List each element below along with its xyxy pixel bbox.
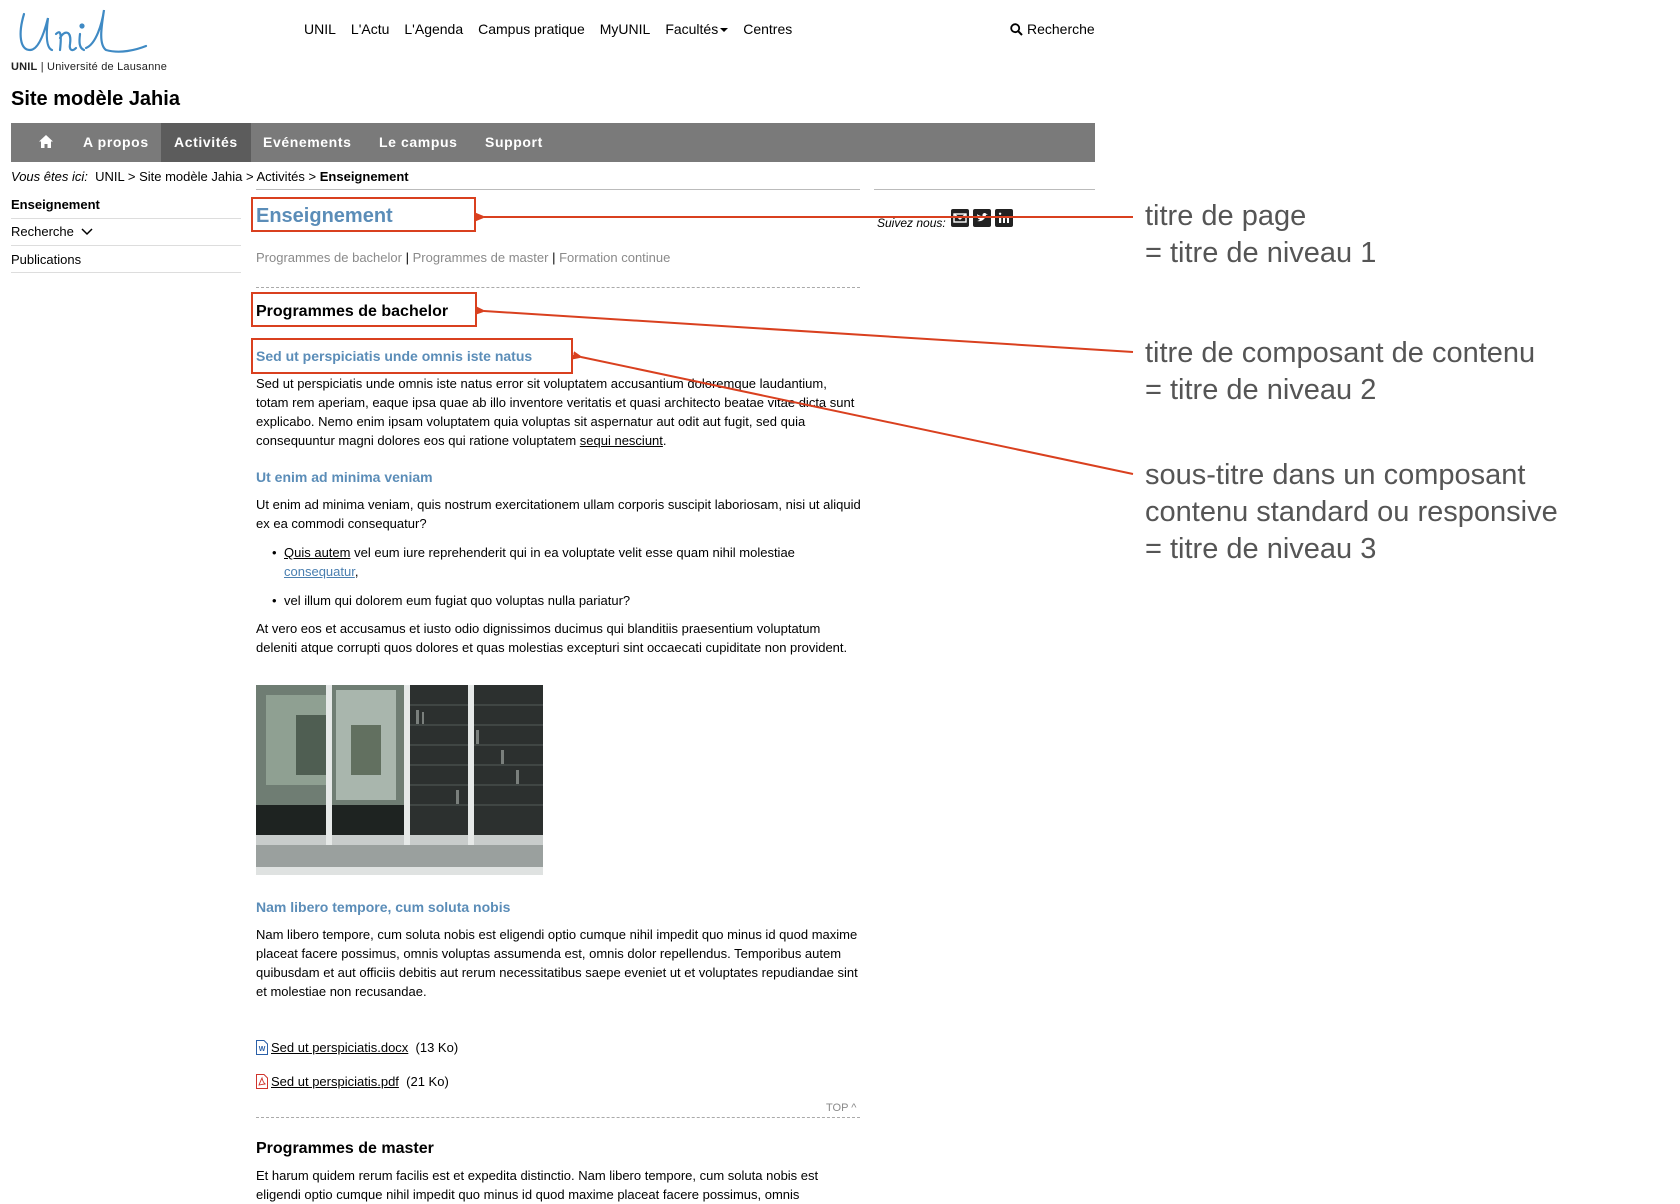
annotation-1-line1: titre de page [1145,200,1307,232]
paragraph-1-text: Sed ut perspiciatis unde omnis iste natus error sit voluptatem accusantium doloremque laudantium, totam rem aperiam, eaque ipsa quae ab illo inventore veritatis et quasi architecto beatae vitae dicta sunt explicabo. Nemo enim ipsam voluptatem quia voluptas sit aspernatur aut odit aut fugit, sed quia consequuntur magni dolores eos qui ratione voluptatem [256,376,855,448]
annotation-box-title [251,197,476,232]
mainnav-evenements[interactable]: Evénements [263,134,352,150]
section-divider [256,287,860,288]
annotation-3 [1145,457,1558,568]
search-link[interactable] [1010,21,1095,37]
list-item: • vel illum qui dolorem eum fugiat quo voluptas nulla pariatur? [284,591,844,610]
file-link-docx[interactable] [256,1040,458,1055]
section-divider [256,1117,860,1118]
main-navigation [11,123,1095,162]
follow-us-label: Suivez nous: [877,216,946,230]
aside-top-rule [874,189,1095,190]
breadcrumb-prefix: Vous êtes ici [11,169,85,184]
topnav-myunil[interactable]: MyUNIL [599,21,651,37]
sidebar-item-label: Recherche [11,224,74,239]
home-button[interactable] [39,123,53,162]
page-title: Enseignement [256,205,393,227]
linkedin-icon[interactable] [995,209,1013,227]
subtitle-3: Nam libero tempore, cum soluta nobis [256,899,511,915]
anchor-link-formation-continue[interactable]: Formation continue [559,250,671,265]
file-name[interactable]: Sed ut perspiciatis.pdf [271,1074,399,1089]
email-share-icon[interactable] [951,209,969,227]
twitter-icon[interactable] [973,209,991,227]
search-icon [1010,23,1023,36]
breadcrumb-current: Enseignement [319,169,409,184]
paragraph-2: Ut enim ad minima veniam, quis nostrum exercitationem ullam corporis suscipit laboriosam, nisi ut aliquid ex ea commodi consequatur? [256,497,861,531]
anchor-link-master[interactable]: Programmes de master [412,250,549,265]
sequi-nesciunt-link[interactable]: sequi nesciunt [579,433,663,448]
paragraph-master: Et harum quidem rerum facilis est et expedita distinctio. Nam libero tempore, cum soluta nobis est eligendi optio cumque nihil impedit quo minus id quod maxime placeat facere possimus, omnis [256,1168,819,1202]
annotation-1-line2: = titre de niveau 1 [1145,237,1377,269]
subtitle-1: Sed ut perspiciatis unde omnis iste natus [256,348,533,364]
annotation-3-line2: contenu standard ou responsive [1145,496,1558,528]
sidebar-item-publications[interactable]: Publications [11,252,82,267]
sidebar-item-recherche[interactable] [11,224,93,239]
paragraph-4: Nam libero tempore, cum soluta nobis est eligendi optio cumque nihil impedit quo minus id quod maxime placeat facere possimus, omnis voluptas assumenda est, omnis dolor repellendus. Temporibus autem quibusdam et aut officiis debitis aut rerum necessitatibus saepe eveniet ut et voluptates repudiandae sint et molestiae non recusandae. [256,927,858,999]
logo-text: UNIL | Université de Lausanne [11,61,168,73]
file-size: (21 Ko) [406,1074,449,1089]
list-item: • Quis autem vel eum iure reprehenderit qui in ea voluptate velit esse quam nihil molestiae consequatur, [284,543,844,581]
breadcrumb-activites[interactable]: Activités [256,169,305,184]
search-label: Recherche [1027,21,1095,37]
mainnav-a-propos[interactable]: A propos [83,134,149,150]
home-icon [39,135,53,148]
back-to-top-link[interactable]: TOP ^ [826,1102,857,1114]
topnav-actu[interactable]: L'Actu [350,21,390,37]
file-link-pdf[interactable] [256,1074,449,1089]
caret-down-icon [720,28,728,32]
paragraph-1: Sed ut perspiciatis unde omnis iste natus error sit voluptatem accusantium doloremque laudantium, totam rem aperiam, eaque ipsa quae ab illo inventore veritatis et quasi architecto beatae vitae dicta sunt explicabo. Nemo enim ipsam voluptatem quia voluptas sit aspernatur aut odit aut fugit, sed quia consequuntur magni dolores eos qui ratione voluptatem sequi nesciunt. [256,376,855,448]
chevron-down-icon [81,228,93,236]
topnav-unil[interactable]: UNIL [304,21,336,37]
annotation-1 [1145,198,1376,272]
annotation-2 [1145,335,1535,409]
sidebar-divider [11,245,241,246]
subtitle-2: Ut enim ad minima veniam [256,469,433,485]
mainnav-activites[interactable]: Activités [161,123,251,162]
topnav-campus-pratique[interactable]: Campus pratique [478,21,585,37]
pdf-file-icon [256,1074,268,1089]
annotation-box-h3 [251,338,573,374]
breadcrumb: Vous êtes ici: UNIL > Site modèle Jahia > Activités > Enseignement [11,169,409,184]
mainnav-support[interactable]: Support [485,134,543,150]
mainnav-le-campus[interactable]: Le campus [379,134,458,150]
annotation-2-line2: = titre de niveau 2 [1145,374,1377,406]
section-title-bachelor: Programmes de bachelor [256,303,449,320]
annotation-box-h2 [251,292,477,327]
svg-text:W: W [258,1046,266,1053]
topnav-centres[interactable]: Centres [743,21,793,37]
annotation-3-line1: sous-titre dans un composant [1145,459,1526,491]
breadcrumb-site[interactable]: Site modèle Jahia [139,169,243,184]
file-size: (13 Ko) [415,1040,459,1055]
breadcrumb-unil[interactable]: UNIL [95,169,125,184]
sidebar-divider [11,218,241,219]
site-title[interactable]: Site modèle Jahia [11,88,180,110]
quis-autem-link[interactable]: Quis autem [284,545,351,560]
anchor-link-bachelor[interactable]: Programmes de bachelor [256,250,402,265]
section-title-master: Programmes de master [256,1140,434,1157]
word-file-icon [256,1040,268,1055]
unil-logo-icon[interactable] [16,4,148,66]
paragraph-3: At vero eos et accusamus et iusto odio dignissimos ducimus qui blanditiis praesentium voluptatum deleniti atque corrupti quos dolores et quas molestias excepturi sint occaecati cupiditate non provident. [256,621,848,655]
content-top-rule [256,189,860,190]
annotation-2-line1: titre de composant de contenu [1145,337,1536,369]
anchor-nav: Programmes de bachelor | Programmes de master | Formation continue [256,250,671,265]
top-navigation [304,21,807,37]
file-name[interactable]: Sed ut perspiciatis.docx [271,1040,409,1055]
list-item-text: vel eum iure reprehenderit qui in ea voluptate velit esse quam nihil molestiae [354,545,795,560]
consequatur-link[interactable]: consequatur [284,564,355,579]
library-photo [256,685,543,875]
annotation-3-line3: = titre de niveau 3 [1145,533,1377,565]
topnav-facultes[interactable]: Facultés [665,21,728,37]
sidebar-item-enseignement[interactable]: Enseignement [11,197,100,212]
sidebar-divider [11,272,241,273]
topnav-agenda[interactable]: L'Agenda [404,21,464,37]
